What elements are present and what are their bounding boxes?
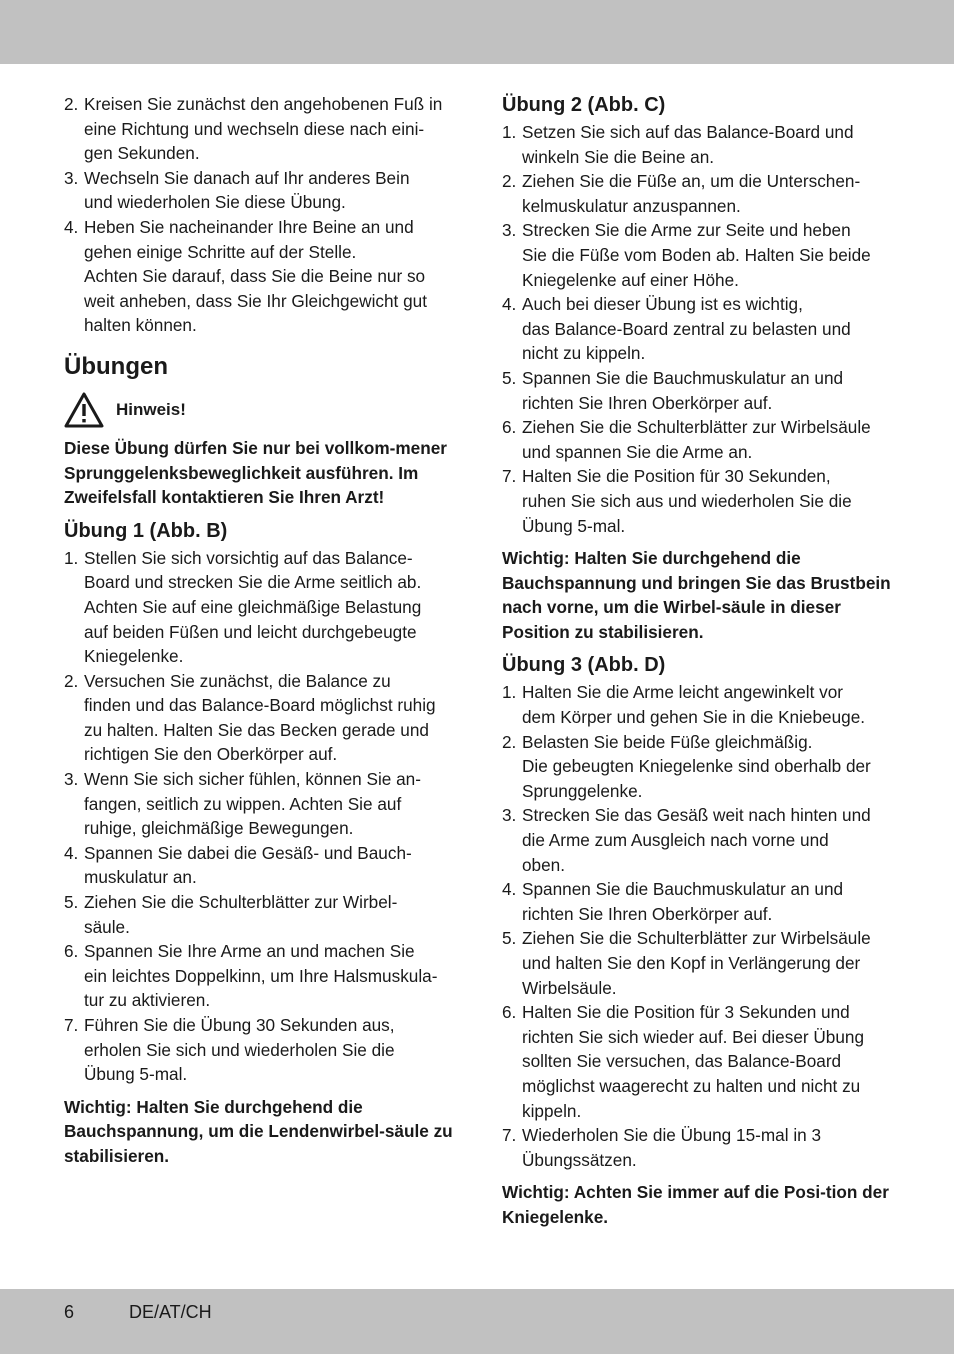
step-text-line: richten Sie Ihren Oberkörper auf. xyxy=(522,903,773,924)
step-text-line: Strecken Sie die Arme zur Seite und heben xyxy=(522,220,851,241)
list-item xyxy=(502,1123,896,1172)
step-text-line: Heben Sie nacheinander Ihre Beine an und xyxy=(84,216,414,237)
step-text-line: Halten Sie die Position für 3 Sekunden und xyxy=(522,1002,850,1023)
step-number: 2. xyxy=(502,171,517,192)
step-number: 1. xyxy=(502,682,517,703)
section-title: Übungen xyxy=(64,352,168,380)
step-text-line: Wirbelsäule. xyxy=(522,977,617,998)
list-item xyxy=(64,890,456,939)
step-text-line: das Balance-Board zentral zu belasten und xyxy=(522,318,851,339)
note-text: Diese Übung dürfen Sie nur bei vollkom-mener Sprunggelenksbeweglichkeit ausführen. Im Zweifelsfall kontaktieren Sie Ihren Arzt! xyxy=(64,437,447,508)
header-bar xyxy=(0,0,954,64)
step-number: 7. xyxy=(64,1015,79,1035)
step-text-line: Achten Sie auf eine gleichmäßige Belastung xyxy=(84,596,422,617)
step-text-line: ruhen Sie sich aus und wiederholen Sie die xyxy=(522,490,852,511)
step-text-line: Halten Sie die Position für 30 Sekunden, xyxy=(522,466,831,487)
step-number: 4. xyxy=(64,216,79,237)
step-number: 2. xyxy=(64,670,79,691)
step-text-line: Führen Sie die Übung 30 Sekunden aus, xyxy=(84,1015,395,1035)
list-item xyxy=(502,680,896,729)
list-item xyxy=(502,120,896,169)
step-text-line: Spannen Sie Ihre Arme an und machen Sie xyxy=(84,941,415,962)
step-text-line: Spannen Sie die Bauchmuskulatur an und xyxy=(522,879,844,900)
list-item xyxy=(64,92,456,166)
step-number: 7. xyxy=(502,466,517,487)
list-item xyxy=(502,464,896,538)
step-text-line: kelmuskulatur anzuspannen. xyxy=(522,195,741,216)
exercise-2-important: Wichtig: Halten Sie durchgehend die Bauchspannung und bringen Sie das Brustbein nach vorne, um die Wirbel-säule in dieser Position zu stabilisieren. xyxy=(502,548,891,642)
step-text-line: und halten Sie den Kopf in Verlängerung der xyxy=(522,953,861,973)
exercise-2-title: Übung 2 (Abb. C) xyxy=(502,94,666,116)
list-item xyxy=(64,546,456,669)
list-item xyxy=(502,1000,896,1123)
step-text-line: Board und strecken Sie die Arme seitlich ab. xyxy=(84,572,422,593)
step-text-line: dem Körper und gehen Sie in die Kniebeuge. xyxy=(522,707,866,728)
step-text-line: Setzen Sie sich auf das Balance-Board und xyxy=(522,122,854,142)
step-text-line: gen Sekunden. xyxy=(84,143,200,164)
step-text-line: Kreisen Sie zunächst den angehobenen Fuß in xyxy=(84,94,443,114)
step-number: 4. xyxy=(502,294,517,315)
step-text-line: eine Richtung und wechseln diese nach eini- xyxy=(84,118,425,139)
step-number: 5. xyxy=(64,892,79,913)
step-text-line: ein leichtes Doppelkinn, um Ihre Halsmuskula- xyxy=(84,965,438,986)
step-number: 4. xyxy=(64,842,79,863)
step-text-line: Ziehen Sie die Schulterblätter zur Wirbelsäule xyxy=(522,928,871,949)
step-text-line: nicht zu kippeln. xyxy=(522,343,646,364)
step-number: 6. xyxy=(64,941,79,962)
step-text-line: Sprunggelenke. xyxy=(522,780,643,801)
exercise-1-steps xyxy=(64,546,456,1087)
step-text-line: Wenn Sie sich sicher fühlen, können Sie an- xyxy=(84,769,421,790)
step-number: 6. xyxy=(502,1002,517,1023)
step-text-line: Übungssätzen. xyxy=(522,1149,637,1170)
step-number: 5. xyxy=(502,367,517,388)
step-text-line: Übung 5-mal. xyxy=(522,515,626,536)
intro-steps-list xyxy=(64,92,456,338)
note-header xyxy=(64,392,456,428)
step-text-line: Spannen Sie die Bauchmuskulatur an und xyxy=(522,367,844,388)
list-item xyxy=(64,166,456,215)
step-text-line: Die gebeugten Kniegelenke sind oberhalb der xyxy=(522,756,871,777)
list-item xyxy=(502,877,896,926)
step-number: 2. xyxy=(502,731,517,752)
step-text-line: richten Sie sich wieder auf. Bei dieser Übung xyxy=(522,1026,865,1047)
step-text-line: Strecken Sie das Gesäß weit nach hinten und xyxy=(522,805,871,826)
exercise-3-important: Wichtig: Achten Sie immer auf die Posi-tion der Kniegelenke. xyxy=(502,1182,889,1227)
list-item xyxy=(64,767,456,841)
exercise-3-steps xyxy=(502,680,896,1172)
step-text-line: finden und das Balance-Board möglichst ruhig xyxy=(84,695,436,716)
step-text-line: Spannen Sie dabei die Gesäß- und Bauch- xyxy=(84,842,412,863)
step-number: 3. xyxy=(64,769,79,790)
step-text-line: ruhige, gleichmäßige Bewegungen. xyxy=(84,818,354,839)
step-number: 5. xyxy=(502,928,517,949)
step-text-line: muskulatur an. xyxy=(84,867,197,888)
step-text-line: Belasten Sie beide Füße gleichmäßig. xyxy=(522,731,813,752)
step-text-line: Wechseln Sie danach auf Ihr anderes Bein xyxy=(84,167,410,188)
list-item xyxy=(502,415,896,464)
exercise-1-title: Übung 1 (Abb. B) xyxy=(64,519,228,542)
step-text-line: richtigen Sie den Oberkörper auf. xyxy=(84,744,338,765)
step-text-line: Halten Sie die Arme leicht angewinkelt vor xyxy=(522,682,843,703)
exercise-2-steps xyxy=(502,120,896,538)
step-text-line: weit anheben, dass Sie Ihr Gleichgewicht gut xyxy=(84,290,427,311)
step-text-line: und wiederholen Sie diese Übung. xyxy=(84,192,346,213)
step-text-line: Auch bei dieser Übung ist es wichtig, xyxy=(522,294,803,315)
step-number: 6. xyxy=(502,417,517,438)
step-text-line: möglichst waagerecht zu halten und nicht zu xyxy=(522,1075,861,1096)
step-text-line: die Arme zum Ausgleich nach vorne und xyxy=(522,830,829,851)
left-column xyxy=(64,92,456,1177)
step-number: 4. xyxy=(502,879,517,900)
step-number: 3. xyxy=(64,167,79,188)
step-number: 7. xyxy=(502,1125,517,1146)
step-number: 1. xyxy=(64,547,79,568)
step-text-line: Wiederholen Sie die Übung 15-mal in 3 xyxy=(522,1125,822,1146)
step-text-line: Stellen Sie sich vorsichtig auf das Balance- xyxy=(84,547,413,568)
step-text-line: Sie die Füße vom Boden ab. Halten Sie beide xyxy=(522,244,871,265)
step-text-line: Kniegelenke. xyxy=(84,646,184,667)
step-text-line: Versuchen Sie zunächst, die Balance zu xyxy=(84,670,391,691)
exercise-1-important: Wichtig: Halten Sie durchgehend die Bauchspannung, um die Lendenwirbel-säule zu stabilisieren. xyxy=(64,1096,453,1166)
step-text-line: sollten Sie versuchen, das Balance-Board xyxy=(522,1051,842,1072)
step-text-line: fangen, seitlich zu wippen. Achten Sie auf xyxy=(84,793,402,814)
page-number: 6 xyxy=(64,1302,75,1322)
note-label: Hinweis! xyxy=(116,399,186,419)
step-text-line: auf beiden Füßen und leicht durchgebeugte xyxy=(84,621,417,642)
step-text-line: tur zu aktivieren. xyxy=(84,990,211,1011)
list-item xyxy=(502,169,896,218)
list-item xyxy=(64,841,456,890)
list-item xyxy=(502,730,896,804)
list-item xyxy=(502,218,896,292)
step-text-line: halten können. xyxy=(84,315,197,336)
list-item xyxy=(64,939,456,1013)
step-number: 2. xyxy=(64,94,79,114)
list-item xyxy=(502,366,896,415)
step-text-line: Ziehen Sie die Schulterblätter zur Wirbel- xyxy=(84,892,398,913)
step-number: 3. xyxy=(502,220,517,241)
step-text-line: richten Sie Ihren Oberkörper auf. xyxy=(522,392,773,413)
list-item xyxy=(64,669,456,767)
step-text-line: Ziehen Sie die Schulterblätter zur Wirbelsäule xyxy=(522,417,871,438)
step-text-line: Ziehen Sie die Füße an, um die Unterschen- xyxy=(522,171,861,192)
step-text-line: säule. xyxy=(84,916,130,937)
right-column xyxy=(502,92,896,1238)
list-item xyxy=(502,292,896,366)
step-text-line: oben. xyxy=(522,854,566,875)
step-text-line: erholen Sie sich und wiederholen Sie die xyxy=(84,1039,395,1060)
exercise-3-title: Übung 3 (Abb. D) xyxy=(502,654,666,677)
list-item xyxy=(502,926,896,1000)
step-text-line: gehen einige Schritte auf der Stelle. xyxy=(84,241,357,262)
step-text-line: kippeln. xyxy=(522,1100,582,1121)
step-text-line: Kniegelenke auf einer Höhe. xyxy=(522,269,739,290)
locale-label: DE/AT/CH xyxy=(129,1302,212,1322)
warning-icon xyxy=(64,392,104,428)
step-text-line: und spannen Sie die Arme an. xyxy=(522,441,753,462)
list-item xyxy=(502,803,896,877)
step-text-line: Übung 5-mal. xyxy=(84,1064,188,1085)
step-text-line: winkeln Sie die Beine an. xyxy=(522,146,715,167)
step-number: 1. xyxy=(502,122,517,142)
step-text-line: zu halten. Halten Sie das Becken gerade und xyxy=(84,719,429,740)
step-number: 3. xyxy=(502,805,517,826)
step-text-line: Achten Sie darauf, dass Sie die Beine nur so xyxy=(84,266,426,287)
list-item xyxy=(64,1013,456,1087)
list-item xyxy=(64,215,456,338)
